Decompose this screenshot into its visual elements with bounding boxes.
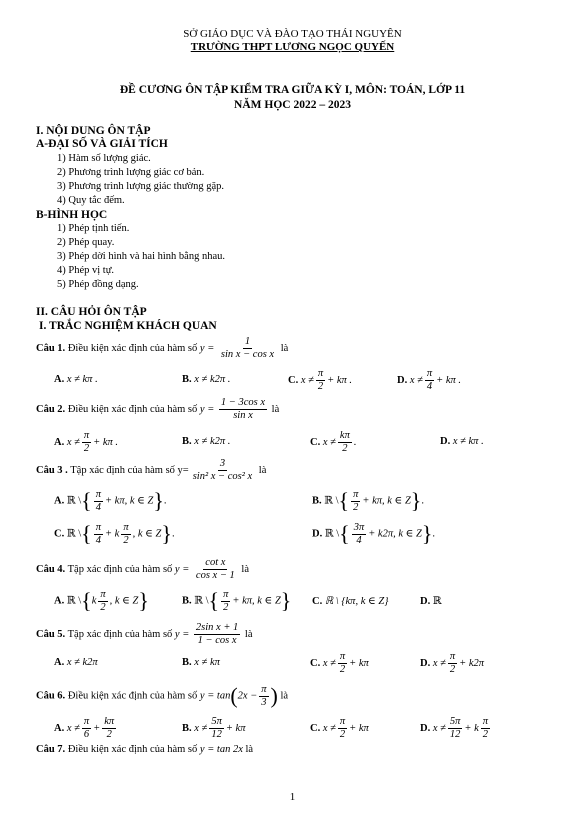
- option-c: C. ℝ \{ $\frac{\pi}{4}$ + k $\frac{\pi}{2}$ , k ∈ Z}.: [54, 521, 175, 546]
- list-item: 2) Phép quay.: [57, 237, 115, 248]
- list-item: 3) Phép dời hình và hai hình bằng nhau.: [57, 251, 225, 262]
- option-d: D. x ≠ $\frac{5\pi}{12}$ + k $\frac{\pi}{2}$: [420, 716, 489, 740]
- option-b: B. ℝ \{ $\frac{\pi}{2}$ + kπ, k ∈ Z}.: [312, 488, 424, 513]
- option-b: B. x ≠ k2π .: [182, 436, 231, 447]
- question-label: Câu 1.: [36, 342, 66, 354]
- part-b-heading: B-HÌNH HỌC: [36, 209, 108, 221]
- option-b: B. x ≠ k2π .: [182, 374, 231, 385]
- option-b: B. x ≠ kπ: [182, 657, 220, 668]
- option-d: D. x ≠ kπ .: [440, 436, 484, 447]
- question-3: Câu 3 . Tập xác định của hàm số y= $\frac{3}{\text{sin² x − cos² x}}$ là: [36, 458, 267, 482]
- school-name-text: TRƯỜNG THPT LƯƠNG NGỌC QUYẾN: [190, 41, 395, 53]
- question-4: Câu 4. Tập xác định của hàm số y = $\frac{\text{cot x}}{\text{cos x − 1}}$ là: [36, 557, 249, 581]
- option-a: A. ℝ \{ $\frac{\pi}{4}$ + kπ, k ∈ Z}.: [54, 488, 167, 513]
- list-item: 5) Phép đồng dạng.: [57, 279, 139, 290]
- question-1: Câu 1. Điều kiện xác định của hàm số y = $\frac{1}{\text{sin x − cos x}}$ là: [36, 336, 289, 360]
- option-c: C. x ≠ $\frac{\pi}{2}$ + kπ .: [288, 368, 353, 392]
- page-number: 1: [289, 791, 296, 803]
- question-6: Câu 6. Điều kiện xác định của hàm số y = tan(2x − $\frac{\pi}{3}$ ) là: [36, 683, 289, 708]
- part-a-heading: A-ĐẠI SỐ VÀ GIẢI TÍCH: [36, 138, 168, 150]
- list-item: 4) Phép vị tự.: [57, 265, 115, 276]
- formula-fraction: $\frac{1}{\text{sin x − cos x}}$: [220, 336, 275, 360]
- list-item: 2) Phương trình lượng giác cơ bản.: [57, 167, 205, 178]
- list-item: 4) Quy tắc đếm.: [57, 195, 125, 206]
- option-a: A. x ≠ k2π: [54, 657, 98, 668]
- section-1-heading: I. NỘI DUNG ÔN TẬP: [36, 125, 151, 137]
- option-a: A. x ≠ $\frac{\pi}{2}$ + kπ .: [54, 430, 119, 454]
- school-name: [0, 41, 585, 53]
- question-text: Điều kiện xác định của hàm số: [67, 342, 198, 354]
- option-a: A. ℝ \{k $\frac{\pi}{2}$ , k ∈ Z}: [54, 588, 149, 613]
- question-5: Câu 5. Tập xác định của hàm số y = $\frac{\text{2sin x + 1}}{\text{1 − cos x}}$ là: [36, 622, 253, 646]
- option-c: C. x ≠ $\frac{\pi}{2}$ + kπ: [310, 651, 369, 675]
- question-2: Câu 2. Điều kiện xác định của hàm số y = $\frac{\text{1 − 3cos x}}{\text{sin x}}$ là: [36, 397, 280, 421]
- option-b: B. ℝ \{ $\frac{\pi}{2}$ + kπ, k ∈ Z}: [182, 588, 292, 613]
- option-b: B. x ≠ $\frac{5\pi}{12}$ + kπ: [182, 716, 246, 740]
- option-d: D. x ≠ $\frac{\pi}{2}$ + k2π: [420, 651, 485, 675]
- question-7: Câu 7. Điều kiện xác định của hàm số y = tan 2x là: [36, 744, 254, 755]
- list-item: 3) Phương trình lượng giác thường gặp.: [57, 181, 225, 192]
- option-c: C. x ≠ $\frac{k\pi}{2}$ .: [310, 430, 357, 454]
- department-name: SỞ GIÁO DỤC VÀ ĐÀO TẠO THÁI NGUYÊN: [183, 28, 402, 40]
- list-item: 1) Phép tịnh tiến.: [57, 223, 130, 234]
- option-c: C. x ≠ $\frac{\pi}{2}$ + kπ: [310, 716, 369, 740]
- list-item: 1) Hàm số lượng giác.: [57, 153, 151, 164]
- option-a: A. x ≠ kπ .: [54, 374, 98, 385]
- option-c: C. ℝ \ {kπ, k ∈ Z}: [312, 596, 389, 607]
- option-d: D. x ≠ $\frac{\pi}{4}$ + kπ .: [397, 368, 462, 392]
- option-d: D. ℝ \{ $\frac{3\pi}{4}$ + k2π, k ∈ Z}.: [312, 521, 436, 546]
- section-2-heading: II. CÂU HỎI ÔN TẬP: [36, 306, 147, 318]
- section-2-subheading: I. TRẮC NGHIỆM KHÁCH QUAN: [39, 320, 217, 332]
- school-year: NĂM HỌC 2022 – 2023: [234, 99, 351, 111]
- option-d: D. ℝ: [420, 596, 442, 607]
- document-title: ĐỀ CƯƠNG ÔN TẬP KIỂM TRA GIỮA KỲ I, MÔN: TOÁN, LỚP 11: [119, 84, 466, 96]
- option-a: A. x ≠ $\frac{\pi}{6}$ + $\frac{k\pi}{2}$: [54, 716, 115, 740]
